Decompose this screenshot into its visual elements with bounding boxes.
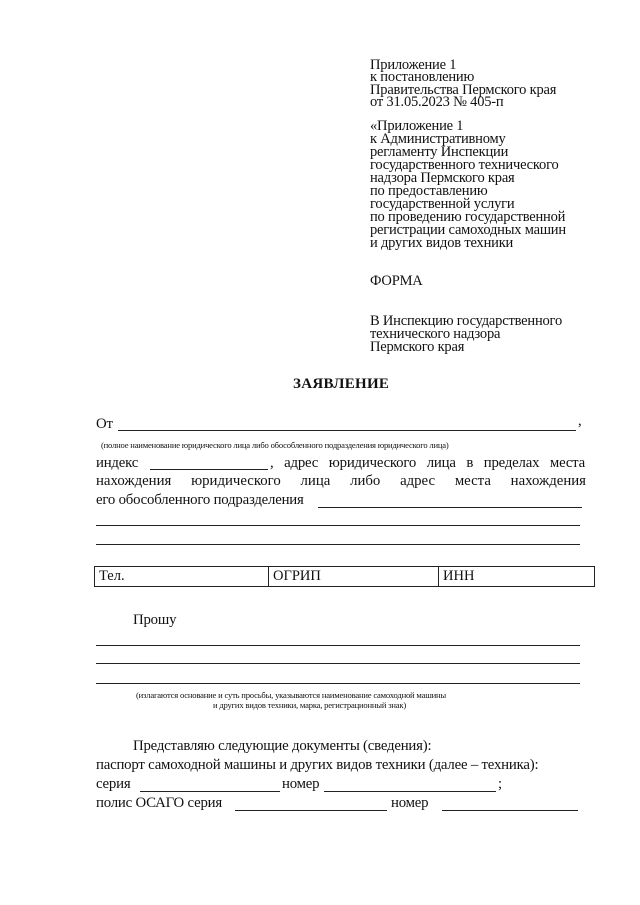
appendix-ref-line: по проведению государственной <box>370 209 566 225</box>
address-word: нахождения <box>96 473 172 489</box>
from-label: От <box>96 416 113 432</box>
form-label: ФОРМА <box>370 273 423 289</box>
tel-cell[interactable] <box>94 566 268 587</box>
ogrip-cell[interactable] <box>268 566 438 587</box>
osago-label: полис ОСАГО серия <box>96 795 222 811</box>
from-field[interactable] <box>118 430 576 431</box>
series-label: серия <box>96 776 131 792</box>
address-field-extra[interactable] <box>96 544 580 545</box>
address-field[interactable] <box>318 507 582 508</box>
appendix-ref-line: к Административному <box>370 131 506 147</box>
appendix-ref-line: государственного технического <box>370 157 559 173</box>
document-title: ЗАЯВЛЕНИЕ <box>293 376 390 392</box>
request-label: Прошу <box>133 612 177 628</box>
ogrip-label: ОГРИП <box>273 568 321 584</box>
appendix-ref-line: по предоставлению <box>370 183 488 199</box>
address-word: нахождения <box>510 473 586 489</box>
from-hint: (полное наименование юридического лица либо обособленного подразделения юридического лица) <box>101 440 449 450</box>
index-field[interactable] <box>150 469 268 470</box>
osago-series-field[interactable] <box>235 810 387 811</box>
request-field[interactable] <box>96 663 580 664</box>
appendix-line: Правительства Пермского края <box>370 82 557 98</box>
tel-label: Тел. <box>99 568 125 584</box>
appendix-line: от 31.05.2023 № 405-п <box>370 94 504 110</box>
address-line-1: , адрес юридического лица в пределах места <box>270 455 585 471</box>
address-word: адрес <box>400 473 436 489</box>
address-word: юридического <box>191 473 281 489</box>
number-field[interactable] <box>324 791 496 792</box>
number-label: номер <box>282 776 320 792</box>
index-label: индекс <box>96 455 139 471</box>
request-hint-1: (излагаются основание и суть просьбы, указываются наименование самоходной машины <box>136 690 446 700</box>
address-word: либо <box>350 473 381 489</box>
address-line-2 <box>96 474 586 488</box>
inn-cell[interactable] <box>438 566 595 587</box>
inn-label: ИНН <box>443 568 475 584</box>
osago-number-label: номер <box>391 795 429 811</box>
appendix-ref-line: регистрации самоходных машин <box>370 222 566 238</box>
addressee-line: Пермского края <box>370 339 465 355</box>
appendix-line: Приложение 1 <box>370 57 457 73</box>
request-field[interactable] <box>96 683 580 684</box>
addressee-line: В Инспекцию государственного <box>370 313 562 329</box>
appendix-line: к постановлению <box>370 69 475 85</box>
address-line-3: его обособленного подразделения <box>96 492 304 508</box>
request-hint-2: и других видов техники, марка, регистрационный знак) <box>213 700 407 710</box>
address-word: лица <box>300 473 331 489</box>
passport-line: паспорт самоходной машины и других видов техники (далее – техника): <box>96 757 539 773</box>
address-field-extra[interactable] <box>96 525 580 526</box>
appendix-ref-line: «Приложение 1 <box>370 118 464 134</box>
appendix-ref-line: регламенту Инспекции <box>370 144 509 160</box>
appendix-ref-line: государственной услуги <box>370 196 515 212</box>
osago-number-field[interactable] <box>442 810 578 811</box>
documents-intro: Представляю следующие документы (сведения): <box>133 738 432 754</box>
appendix-ref-line: и других видов техники <box>370 235 514 251</box>
appendix-ref-line: надзора Пермского края <box>370 170 515 186</box>
request-field[interactable] <box>96 645 580 646</box>
addressee-line: технического надзора <box>370 326 501 342</box>
address-word: места <box>454 473 491 489</box>
series-semicolon: ; <box>498 776 502 792</box>
from-comma: , <box>578 413 582 429</box>
series-field[interactable] <box>140 791 280 792</box>
